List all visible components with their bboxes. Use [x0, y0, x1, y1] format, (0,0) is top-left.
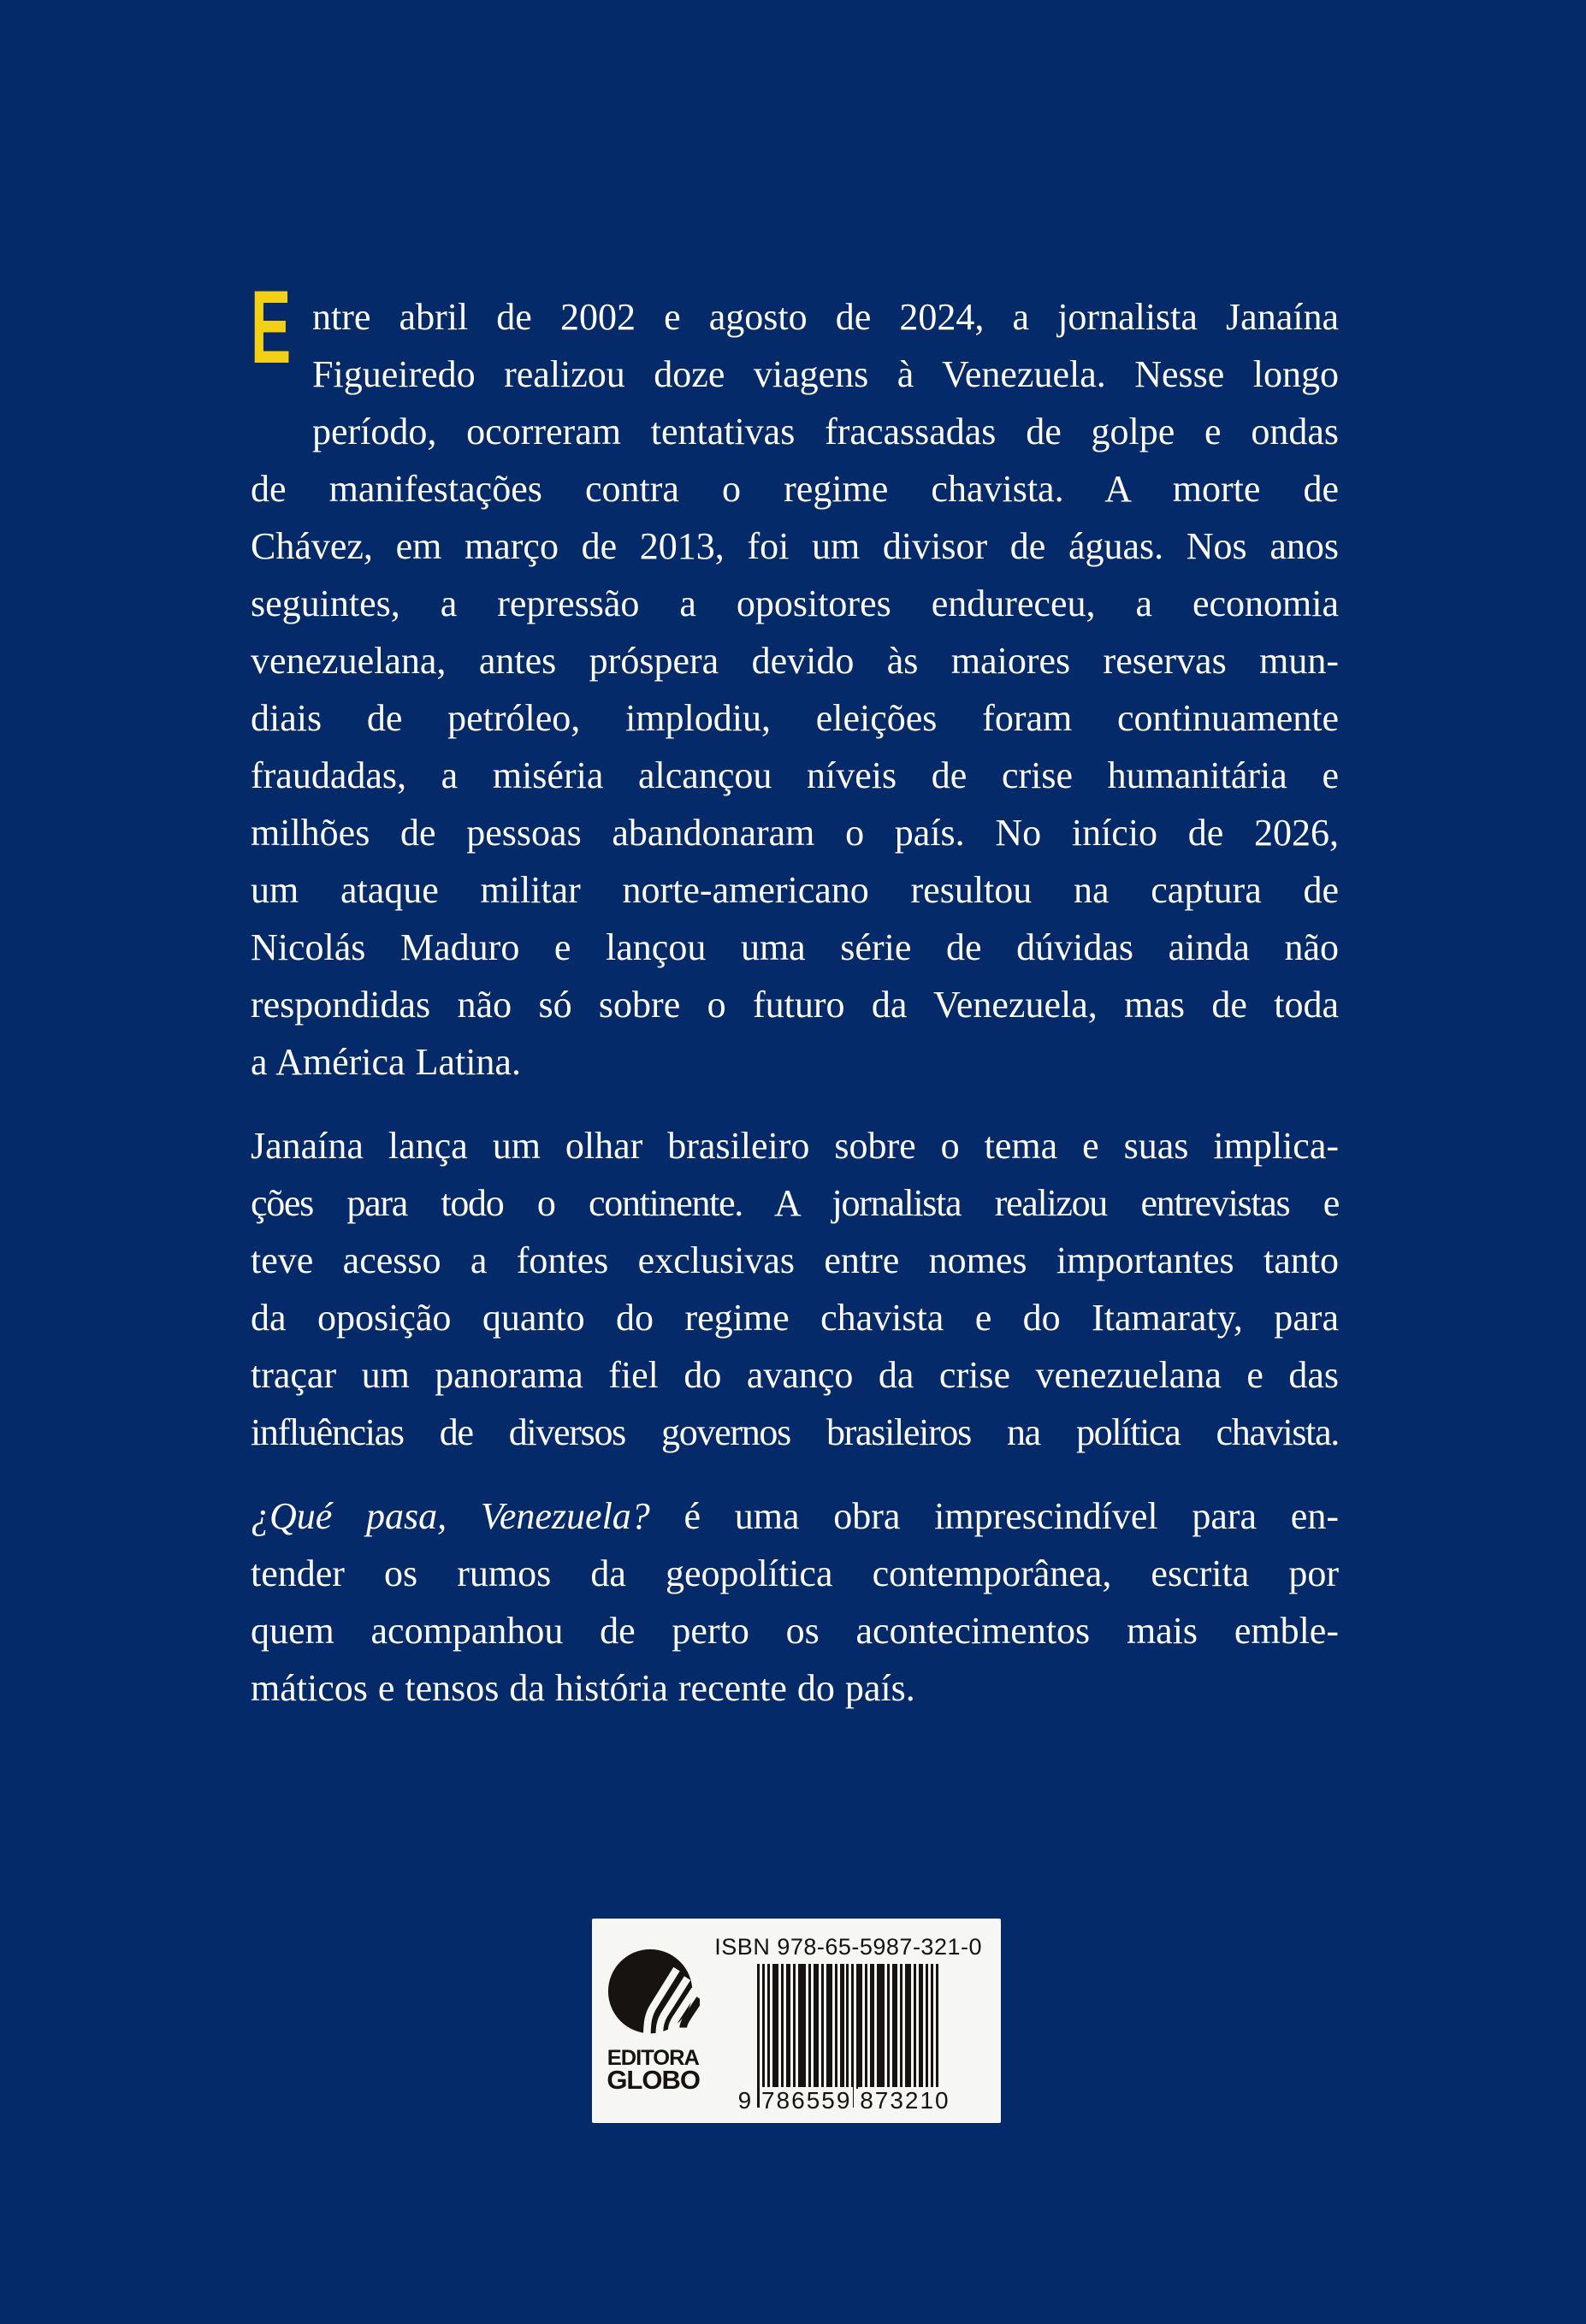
- dropcap-box: [251, 269, 299, 405]
- text-line: venezuelana, antes próspera devido às maiores reservas mun-: [251, 640, 1339, 682]
- text-line: Nicolás Maduro e lançou uma série de dúvidas ainda não: [251, 926, 1339, 968]
- ean-digit-prefix: 9: [737, 2087, 754, 2114]
- book-title-italic: ¿Qué pasa, Venezuela?: [251, 1495, 650, 1537]
- text-line: fraudadas, a miséria alcançou níveis de crise humanitária e: [251, 754, 1339, 796]
- publisher-name: [607, 2046, 700, 2095]
- paragraph-2: [251, 1117, 1339, 1461]
- text-line: quem acompanhou de perto os acontecimentos mais emble-: [251, 1610, 1339, 1652]
- text-line: influências de diversos governos brasileiros na política chavista.: [251, 1411, 1339, 1453]
- text-line: [251, 1487, 1339, 1545]
- isbn-label: ISBN 978-65-5987-321-0: [714, 1934, 982, 1960]
- text-line: Chávez, em março de 2013, foi um divisor de águas. Nos anos: [251, 525, 1339, 567]
- text-line: da oposição quanto do regime chavista e do Itamaraty, para: [251, 1297, 1339, 1339]
- ean-digit-group2: 873210: [860, 2087, 950, 2114]
- isbn-barcode-panel: [592, 1919, 1001, 2123]
- text-line-rest: é uma obra imprescindível para en-: [649, 1495, 1339, 1537]
- text-line: diais de petróleo, implodiu, eleições foram continuamente: [251, 697, 1339, 739]
- text-line: a América Latina.: [251, 1041, 521, 1083]
- text-line: teve acesso a fontes exclusivas entre nomes importantes tanto: [251, 1239, 1339, 1281]
- ean-digit-group1: 786559: [760, 2087, 852, 2114]
- publisher-name-line2: GLOBO: [607, 2065, 700, 2095]
- paragraph-3: [251, 1487, 1339, 1717]
- publisher-logo-block: [592, 1919, 714, 2123]
- publisher-name-line1: EDITORA: [607, 2046, 700, 2070]
- ean-digits: [737, 2087, 952, 2114]
- text-line: de manifestações contra o regime chavista. A morte de: [251, 468, 1339, 510]
- text-line: ções para todo o continente. A jornalista realizou entrevistas e: [251, 1182, 1339, 1224]
- text-line: Figueiredo realizou doze viagens à Venezuela. Nesse longo: [312, 353, 1339, 395]
- ean-barcode-bars: [754, 1964, 944, 2108]
- paragraph-1: [251, 269, 1339, 1091]
- text-line: ntre abril de 2002 e agosto de 2024, a jornalista Janaína: [312, 296, 1339, 338]
- text-line: máticos e tensos da história recente do país.: [251, 1667, 915, 1709]
- synopsis-text: [251, 269, 1339, 1717]
- text-line: período, ocorreram tentativas fracassadas de golpe e ondas: [312, 411, 1339, 452]
- ean-barcode: [737, 1964, 950, 2114]
- text-line: Janaína lança um olhar brasileiro sobre o tema e suas implica-: [251, 1125, 1339, 1167]
- text-line: seguintes, a repressão a opositores endureceu, a economia: [251, 582, 1339, 624]
- text-line: traçar um panorama fiel do avanço da crise venezuelana e das: [251, 1354, 1339, 1396]
- text-line: tender os rumos da geopolítica contemporânea, escrita por: [251, 1552, 1339, 1594]
- text-line: milhões de pessoas abandonaram o país. No início de 2026,: [251, 812, 1339, 854]
- text-line: respondidas não só sobre o futuro da Venezuela, mas de toda: [251, 984, 1339, 1026]
- dropcap-letter: E: [251, 269, 292, 385]
- barcode-block: [714, 1919, 1001, 2123]
- text-line: um ataque militar norte-americano resultou na captura de: [251, 869, 1339, 911]
- editora-globo-logo: [607, 1948, 700, 2040]
